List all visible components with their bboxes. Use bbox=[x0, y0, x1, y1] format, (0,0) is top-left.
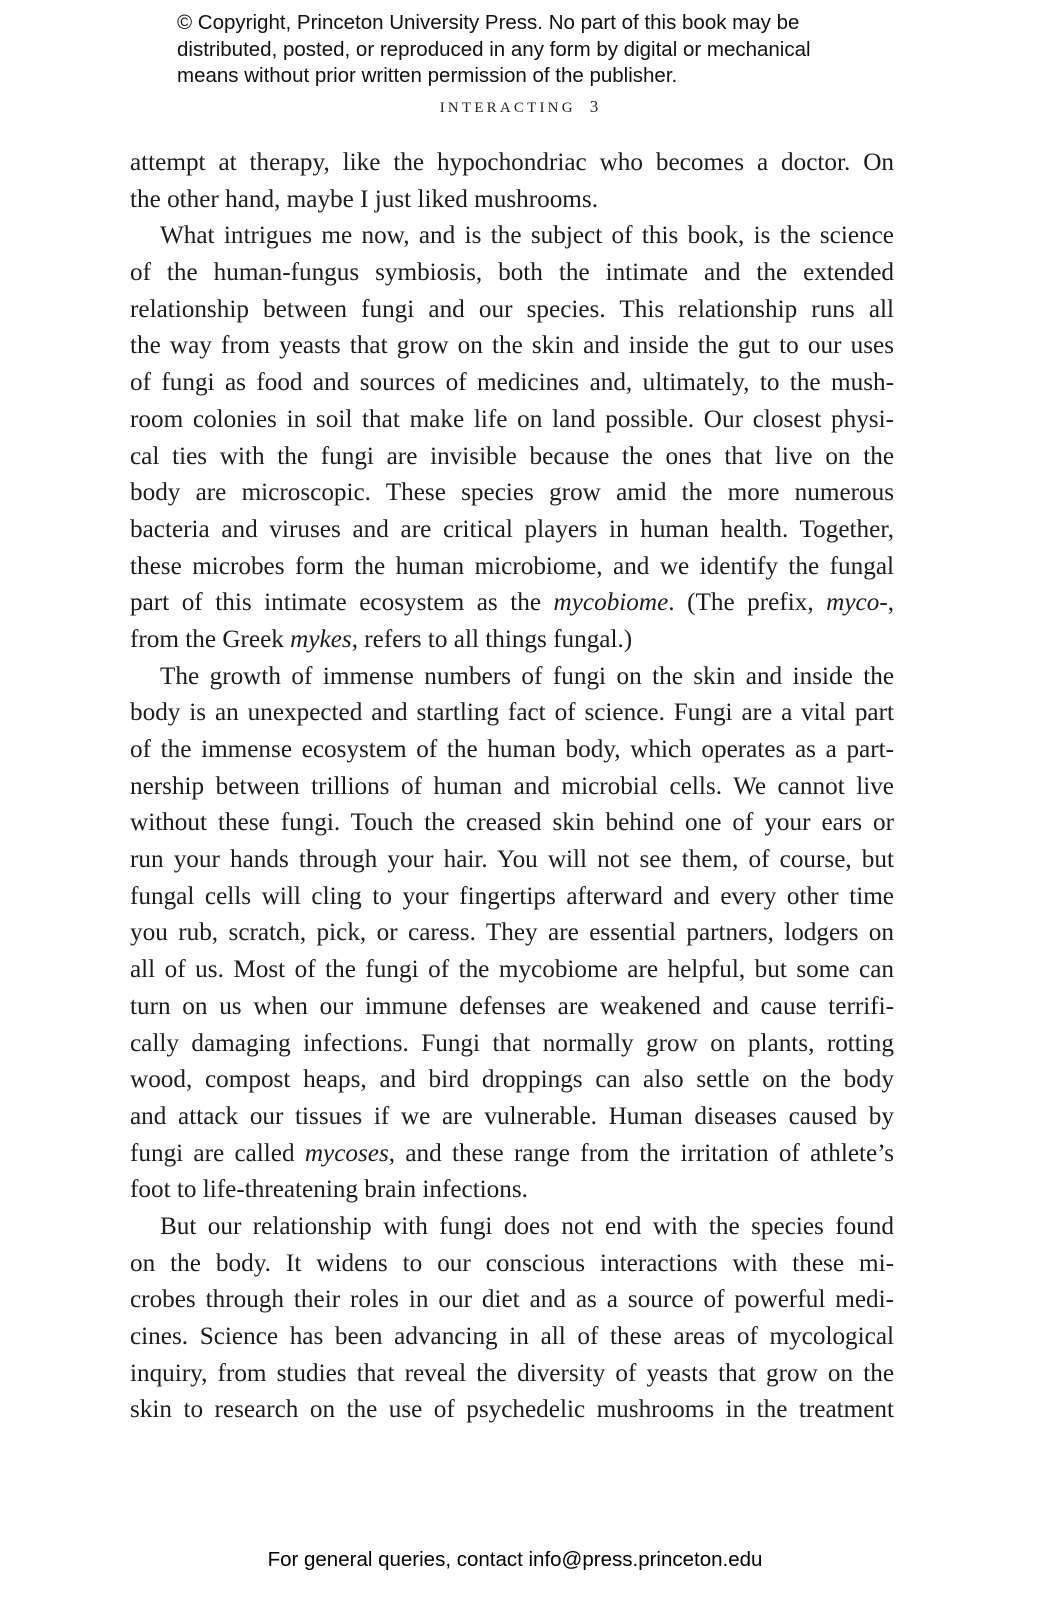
text-line: fungal cells will cling to your fingertips afterward and every other time bbox=[130, 882, 894, 910]
copyright-notice bbox=[177, 10, 897, 90]
text-run: . (The prefix, bbox=[668, 589, 827, 617]
text-line: bacteria and viruses and are critical players in human health. Together, bbox=[130, 515, 894, 543]
text-line: wood, compost heaps, and bird droppings can also settle on the body bbox=[130, 1066, 894, 1094]
text-line: body are microscopic. These species grow amid the more numerous bbox=[130, 479, 894, 507]
text-run: , bbox=[887, 589, 894, 617]
text-line: foot to life-threatening brain infections. bbox=[130, 1176, 528, 1204]
text-line: run your hands through your hair. You will not see them, of course, but bbox=[130, 846, 894, 874]
text-line bbox=[130, 585, 894, 622]
page-number: 3 bbox=[589, 97, 599, 116]
text-line: nership between trillions of human and microbial cells. We cannot live bbox=[130, 772, 894, 800]
text-line: inquiry, from studies that reveal the diversity of yeasts that grow on the bbox=[130, 1359, 894, 1387]
text-line: turn on us when our immune defenses are weakened and cause terrifi- bbox=[130, 992, 894, 1020]
italic-term: mycobiome bbox=[553, 589, 669, 617]
text-run: fungi are called bbox=[130, 1139, 305, 1167]
text-line: relationship between fungi and our species. This relationship runs all bbox=[130, 295, 894, 323]
text-line: of the immense ecosystem of the human body, which operates as a part- bbox=[130, 736, 894, 763]
text-line: all of us. Most of the fungi of the mycobiome are helpful, but some can bbox=[130, 956, 894, 984]
page-body bbox=[130, 145, 894, 1429]
text-line: cal ties with the fungi are invisible because the ones that live on the bbox=[130, 442, 894, 470]
text-line: the way from yeasts that grow on the skin and inside the gut to our uses bbox=[130, 332, 894, 360]
footer-contact: For general queries, contact info@press.princeton.edu bbox=[267, 1548, 763, 1571]
text-line: attempt at therapy, like the hypochondriac who becomes a doctor. On bbox=[130, 149, 894, 176]
italic-term: mykes bbox=[290, 625, 352, 653]
text-run: , and these range from the irritation of athlete’s bbox=[388, 1139, 895, 1167]
text-line: cally damaging infections. Fungi that normally grow on plants, rotting bbox=[130, 1029, 894, 1057]
text-line: and attack our tissues if we are vulnerable. Human diseases caused by bbox=[130, 1102, 894, 1130]
text-line: without these fungi. Touch the creased skin behind one of your ears or bbox=[130, 809, 894, 837]
text-line: cines. Science has been advancing in all of these areas of mycological bbox=[130, 1323, 894, 1350]
text-line: on the body. It widens to our conscious interactions with these mi- bbox=[130, 1249, 894, 1277]
italic-term: mycoses bbox=[304, 1139, 389, 1167]
text-run: from the Greek bbox=[130, 625, 291, 653]
copyright-line: means without prior written permission of the publisher. bbox=[177, 64, 678, 87]
text-line: you rub, scratch, pick, or caress. They are essential partners, lodgers on bbox=[130, 919, 894, 947]
text-line: skin to research on the use of psychedelic mushrooms in the treatment bbox=[130, 1396, 894, 1424]
running-head bbox=[0, 97, 1044, 117]
paragraph-first-line: The growth of immense numbers of fungi on the skin and inside the bbox=[160, 662, 894, 690]
italic-term: myco- bbox=[826, 589, 888, 617]
text-line: body is an unexpected and startling fact of science. Fungi are a vital part bbox=[130, 699, 894, 727]
running-head-title: INTERACTING bbox=[439, 100, 576, 116]
paragraph-first-line: What intrigues me now, and is the subject of this book, is the science bbox=[160, 222, 894, 250]
copyright-line: distributed, posted, or reproduced in any form by digital or mechanical bbox=[177, 37, 811, 61]
paragraph-first-line: But our relationship with fungi does not end with the species found bbox=[160, 1212, 894, 1240]
text-line bbox=[130, 622, 894, 659]
text-run: , refers to all things fungal.) bbox=[351, 625, 633, 653]
text-line: the other hand, maybe I just liked mushrooms. bbox=[130, 185, 598, 213]
text-line: crobes through their roles in our diet and as a source of powerful medi- bbox=[130, 1286, 894, 1314]
text-line: room colonies in soil that make life on land possible. Our closest physi- bbox=[130, 405, 894, 433]
text-line: these microbes form the human microbiome, and we identify the fungal bbox=[130, 552, 894, 580]
text-line: of fungi as food and sources of medicines and, ultimately, to the mush- bbox=[130, 369, 894, 397]
copyright-line: © Copyright, Princeton University Press. No part of this book may be bbox=[177, 11, 800, 34]
text-run: part of this intimate ecosystem as the bbox=[130, 589, 554, 617]
text-line: of the human-fungus symbiosis, both the intimate and the extended bbox=[130, 259, 894, 287]
text-line bbox=[130, 1136, 894, 1173]
